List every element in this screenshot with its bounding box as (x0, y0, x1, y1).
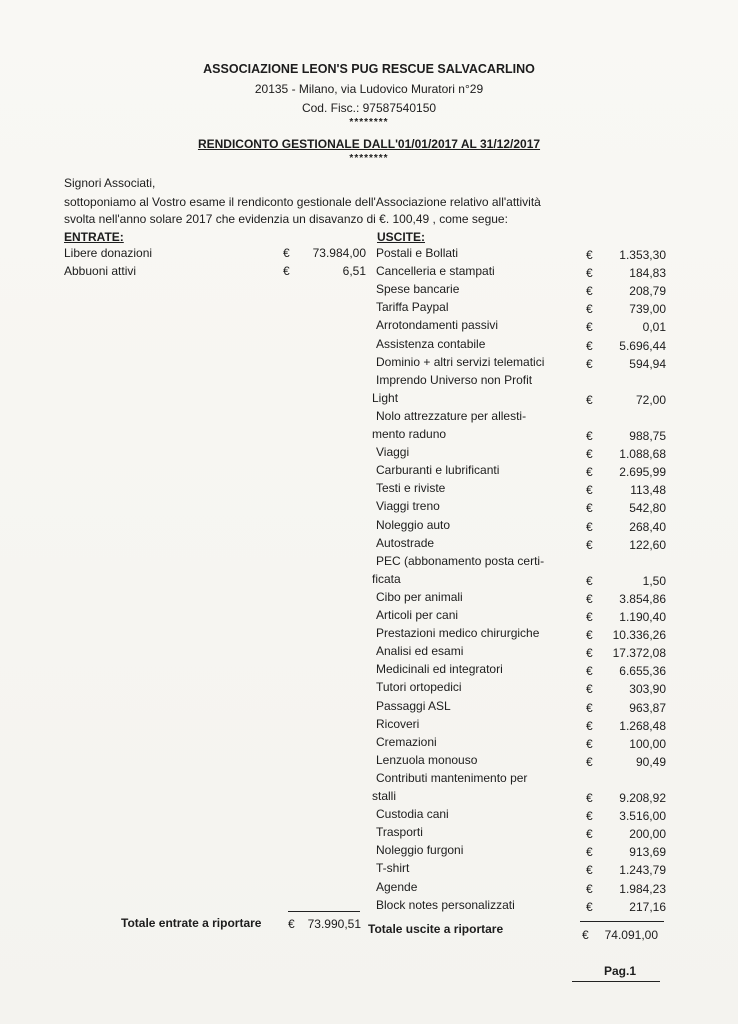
income-heading: ENTRATE: (64, 230, 124, 244)
expense-amount: 6.655,36 (619, 664, 666, 679)
expense-currency: € (586, 899, 593, 914)
expense-label: Testi e riviste (376, 481, 446, 496)
income-currency: € (283, 264, 290, 278)
expenses-total-label: Totale uscite a riportare (368, 922, 504, 936)
expense-amount: 594,94 (629, 356, 666, 371)
expense-amount: 3.516,00 (619, 809, 666, 824)
expense-amount: 1.190,40 (619, 610, 666, 624)
expense-amount: 90,49 (635, 754, 666, 769)
expense-amount: 3.854,86 (619, 591, 666, 606)
expense-label: Postali e Bollati (376, 246, 459, 260)
expense-currency: € (586, 827, 593, 842)
expense-amount: 0,01 (642, 320, 666, 335)
expense-currency: € (586, 610, 593, 624)
expenses-total-amount: 74.091,00 (604, 928, 658, 942)
expense-label: Carburanti e lubrificanti (376, 463, 500, 478)
expense-currency: € (586, 429, 593, 443)
org-address: 20135 - Milano, via Ludovico Muratori n°29 (254, 82, 484, 96)
expense-label-continued: stalli (372, 789, 397, 803)
income-total-currency: € (288, 917, 295, 931)
expense-amount: 1.984,23 (619, 881, 666, 896)
expense-amount: 1.268,48 (619, 718, 666, 733)
expense-currency: € (586, 447, 593, 462)
expense-currency: € (586, 646, 593, 661)
expense-amount: 2.695,99 (619, 465, 666, 480)
stars-separator-1: ******** (349, 117, 389, 128)
expense-amount: 963,87 (629, 700, 666, 715)
expense-label: Tariffa Paypal (376, 300, 449, 315)
expense-label: Dominio + altri servizi telematici (376, 354, 545, 369)
expense-currency: € (586, 338, 593, 353)
expense-label: Nolo attrezzature per allesti- (376, 408, 527, 423)
expense-amount: 1.243,79 (619, 863, 666, 878)
expense-currency: € (586, 863, 593, 878)
report-title: RENDICONTO GESTIONALE DALL'01/01/2017 AL 31/12/2017 (197, 137, 541, 151)
expense-label: Viaggi (376, 445, 410, 460)
expense-label: Assistenza contabile (376, 336, 486, 351)
expense-label: PEC (abbonamento posta certi- (376, 553, 545, 568)
expense-currency: € (586, 628, 593, 643)
page-number: Pag.1 (604, 964, 637, 978)
expense-amount: 5.696,44 (619, 338, 666, 353)
expense-label: Viaggi treno (376, 499, 440, 514)
expense-amount: 268,40 (629, 519, 666, 534)
expense-currency: € (586, 718, 593, 733)
expense-label: Block notes personalizzati (376, 897, 515, 912)
expense-label-continued: ficata (372, 571, 401, 586)
org-name: ASSOCIAZIONE LEON'S PUG RESCUE SALVACARLINO (203, 62, 535, 76)
expense-amount: 122,60 (629, 537, 666, 552)
expense-currency: € (586, 284, 593, 299)
expense-currency: € (586, 845, 593, 860)
expense-label: Autostrade (376, 535, 435, 550)
expense-currency: € (586, 501, 593, 516)
income-label: Libere donazioni (64, 246, 153, 260)
expenses-total-currency: € (582, 928, 589, 942)
expense-amount: 184,83 (629, 266, 666, 281)
intro-line-2: svolta nell'anno solare 2017 che evidenzia un disavanzo di €. 100,49 , come segue: (64, 212, 508, 226)
expense-amount: 542,80 (629, 501, 666, 516)
expense-amount: 100,00 (629, 736, 666, 751)
expense-label: Lenzuola monouso (376, 752, 478, 767)
income-amount: 73.984,00 (312, 246, 366, 260)
expense-amount: 1,50 (642, 573, 666, 588)
page-number-rule (572, 981, 660, 982)
expense-label: Noleggio auto (376, 517, 451, 532)
expense-label: Tutori ortopedici (376, 680, 462, 695)
expense-currency: € (586, 591, 593, 606)
expense-amount: 9.208,92 (619, 791, 666, 805)
expense-currency: € (586, 537, 593, 552)
expense-amount: 1.353,30 (619, 248, 666, 262)
expense-label: T-shirt (376, 861, 410, 876)
income-total-rule (288, 911, 360, 912)
expense-amount: 200,00 (629, 827, 666, 842)
stars-separator-2: ******** (349, 153, 389, 164)
expense-label: Custodia cani (376, 807, 449, 822)
expense-currency: € (586, 266, 593, 281)
expense-label: Ricoveri (376, 716, 420, 731)
expense-amount: 17.372,08 (612, 646, 666, 661)
expense-label: Spese bancarie (376, 282, 460, 297)
expense-label: Trasporti (376, 825, 423, 840)
expense-label: Cremazioni (376, 734, 437, 749)
fiscal-code: Cod. Fisc.: 97587540150 (301, 101, 437, 115)
expense-currency: € (586, 736, 593, 751)
expense-currency: € (586, 682, 593, 697)
expense-amount: 113,48 (630, 483, 666, 498)
expense-currency: € (586, 356, 593, 371)
expense-amount: 10.336,26 (612, 628, 666, 643)
income-currency: € (283, 246, 290, 260)
expense-label: Analisi ed esami (376, 644, 464, 659)
expense-label: Passaggi ASL (376, 698, 451, 713)
greeting: Signori Associati, (64, 176, 156, 190)
expense-label: Agende (376, 879, 418, 894)
expense-currency: € (586, 483, 593, 498)
income-total-label: Totale entrate a riportare (121, 916, 262, 930)
expense-currency: € (586, 791, 593, 805)
income-label: Abbuoni attivi (64, 264, 137, 278)
expense-label: Imprendo Universo non Profit (376, 372, 533, 387)
expense-currency: € (586, 392, 593, 407)
expense-currency: € (586, 302, 593, 317)
income-amount: 6,51 (342, 264, 366, 278)
expense-label: Medicinali ed integratori (376, 662, 503, 677)
expense-currency: € (586, 881, 593, 896)
expense-label: Noleggio furgoni (376, 843, 464, 858)
expense-amount: 303,90 (629, 682, 666, 697)
expense-label: Contributi mantenimento per (376, 770, 528, 785)
expense-label: Cancelleria e stampati (376, 264, 495, 279)
expense-amount: 72,00 (635, 392, 666, 407)
expense-label: Prestazioni medico chirurgiche (376, 626, 540, 641)
expense-amount: 208,79 (629, 284, 666, 299)
expense-label-continued: Light (372, 390, 399, 405)
expenses-heading: USCITE: (377, 230, 425, 244)
income-total-amount: 73.990,51 (307, 917, 361, 931)
expense-currency: € (586, 519, 593, 534)
expense-label-continued: mento raduno (372, 427, 447, 441)
expense-currency: € (586, 700, 593, 715)
expense-currency: € (586, 320, 593, 335)
expense-label: Cibo per animali (376, 589, 463, 604)
expense-currency: € (586, 809, 593, 824)
expense-currency: € (586, 754, 593, 769)
expense-label: Articoli per cani (376, 608, 459, 622)
expense-currency: € (586, 248, 593, 262)
expense-amount: 913,69 (629, 845, 666, 860)
expense-amount: 217,16 (629, 899, 666, 914)
expense-currency: € (586, 465, 593, 480)
expense-amount: 1.088,68 (619, 447, 666, 462)
expense-label: Arrotondamenti passivi (376, 318, 499, 333)
expense-currency: € (586, 664, 593, 679)
expense-currency: € (586, 573, 593, 588)
expenses-total-rule (580, 921, 664, 922)
expense-amount: 988,75 (629, 429, 666, 443)
expense-amount: 739,00 (629, 302, 666, 317)
intro-line-1: sottoponiamo al Vostro esame il rendiconto gestionale dell'Associazione relativo all'attività (64, 195, 541, 209)
